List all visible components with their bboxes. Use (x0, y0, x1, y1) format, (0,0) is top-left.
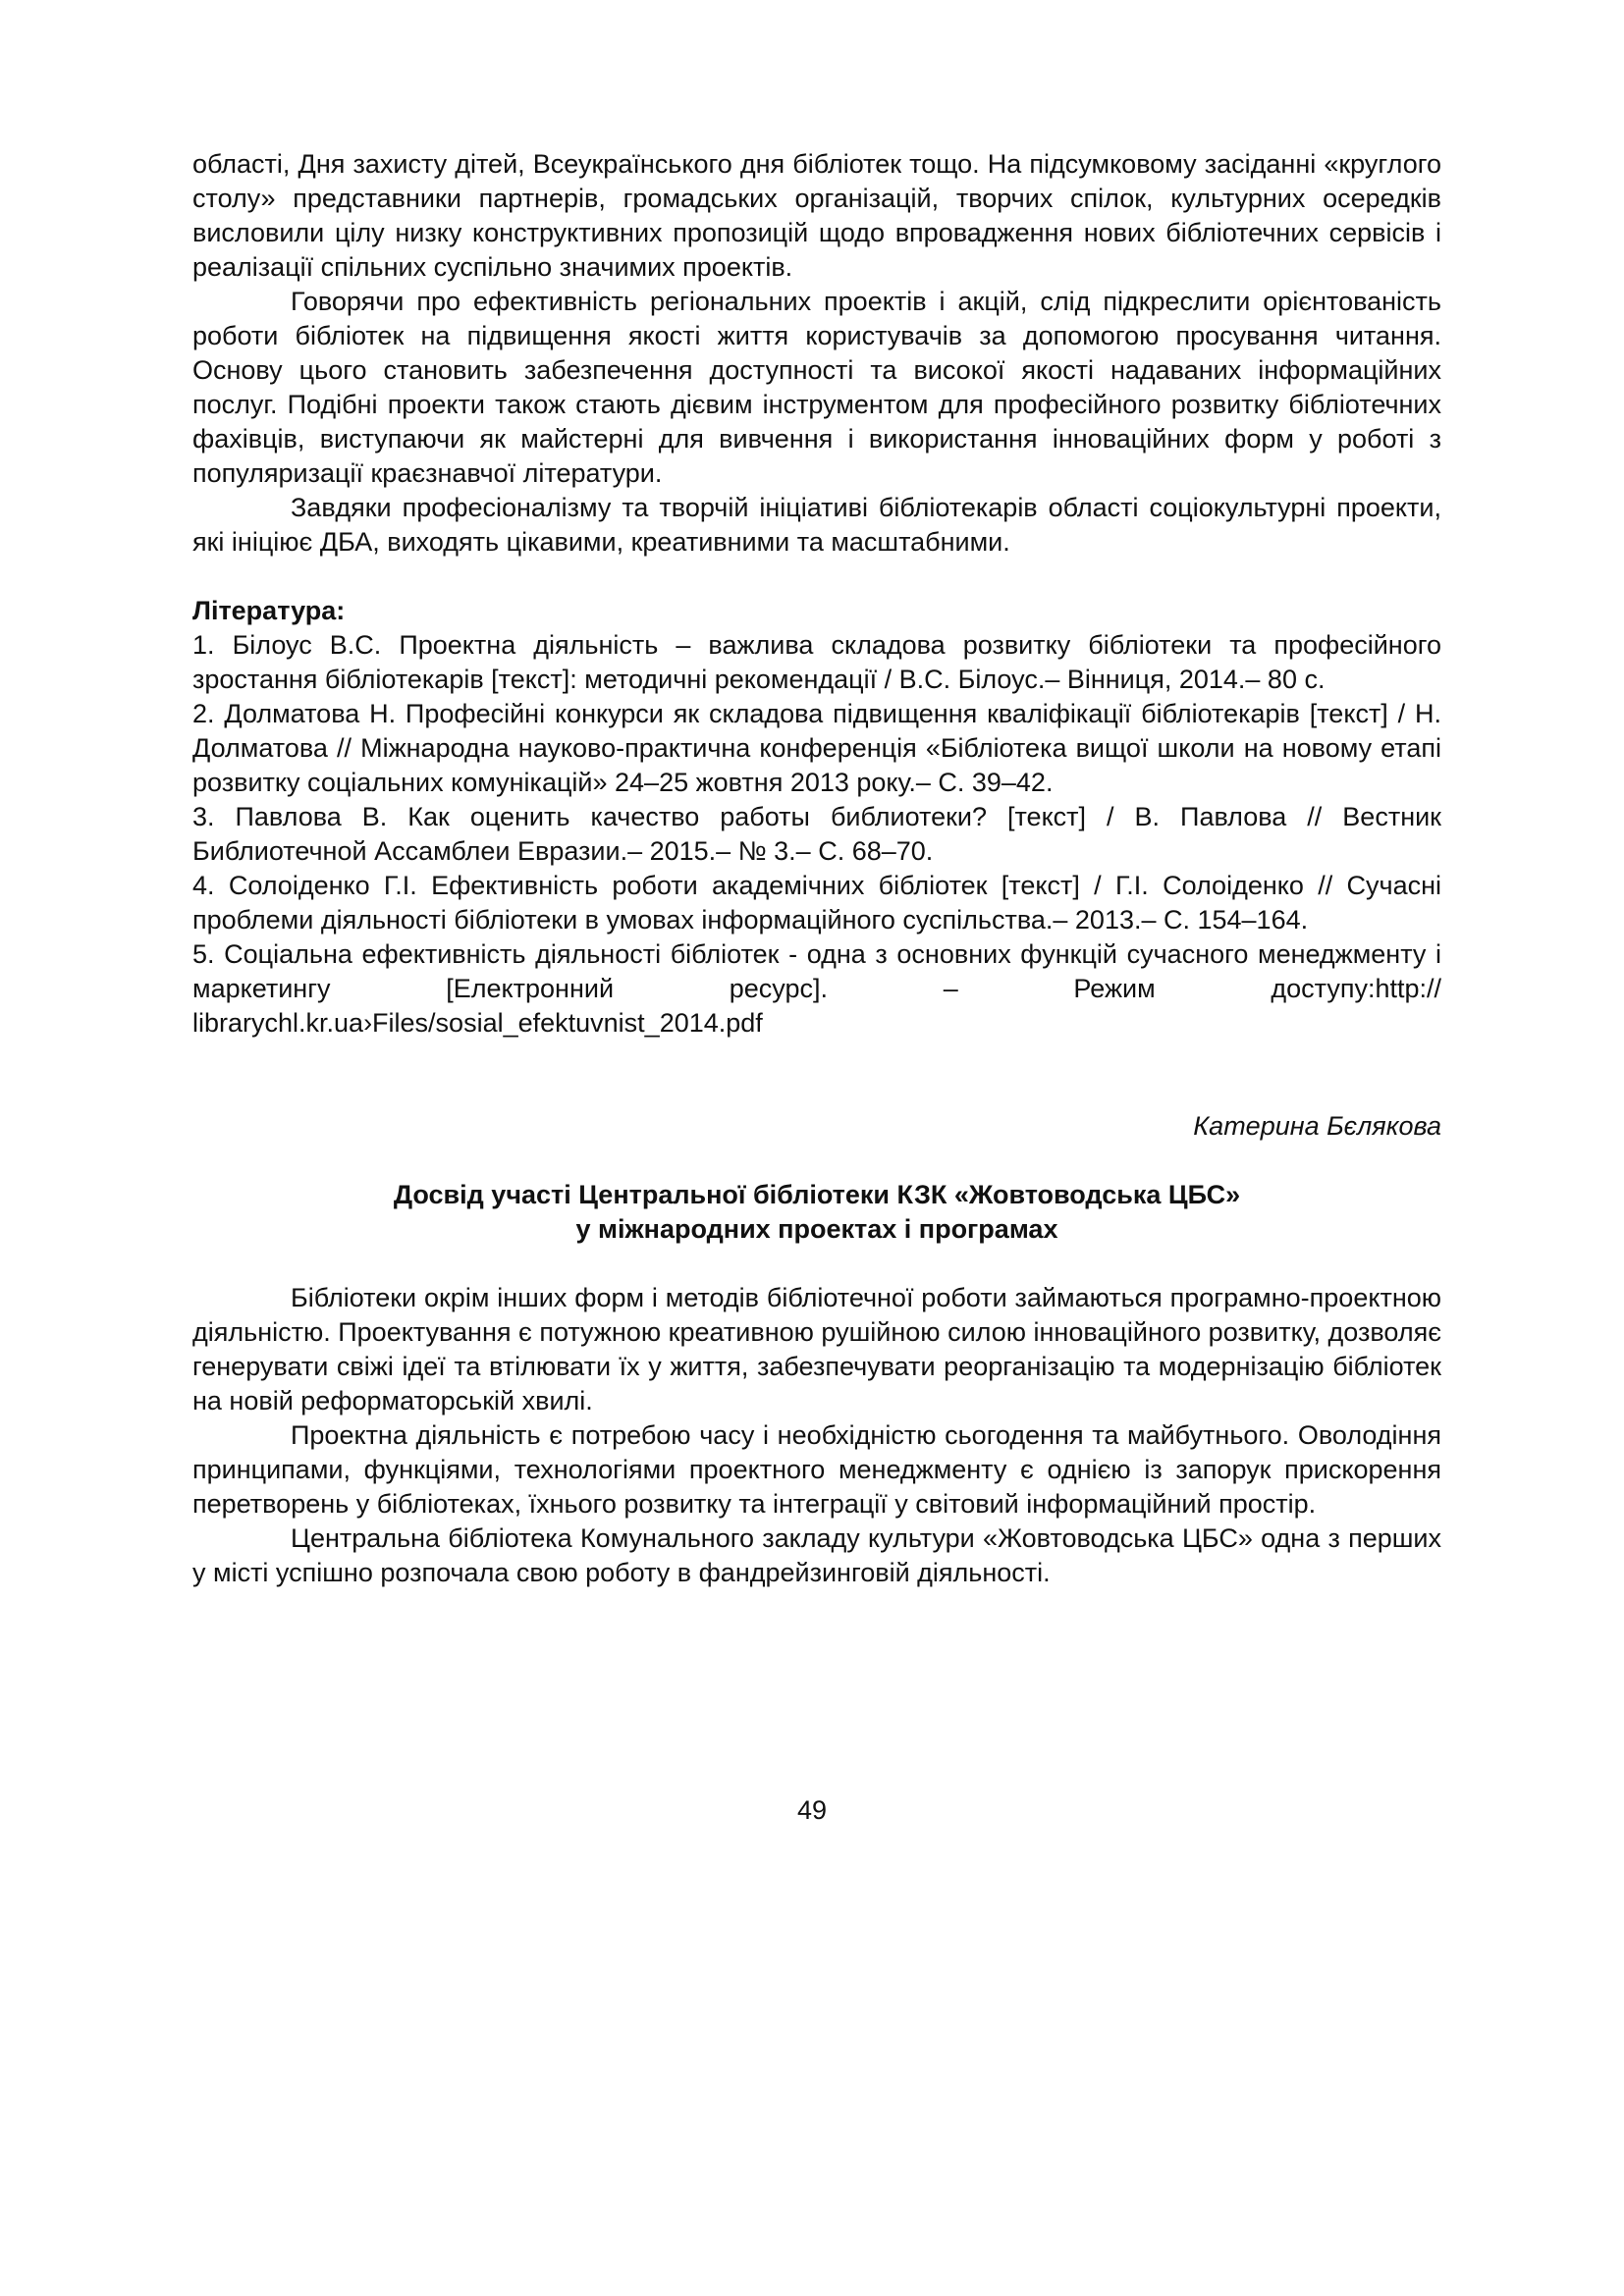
reference-item: 2. Долматова Н. Професійні конкурси як складова підвищення кваліфікації бібліотекарів [текст] / Н. Долматова // Міжнародна науково-практична конференція «Бібліотека вищої школи на новому етапі розвитку соціальних комунікацій» 24–25 жовтня 2013 року.– С. 39–42. (192, 699, 1441, 797)
page-content (192, 147, 1441, 1590)
article-title (192, 1178, 1441, 1247)
reference-item: 5. Соціальна ефективність діяльності бібліотек - одна з основних функцій сучасного менеджменту і маркетингу [Електронний ресурс]. – Режим доступу:http:// librarychl.kr.ua›Files/sosial_efektuvnist_2014.pdf (192, 939, 1441, 1038)
body-paragraph: Центральна бібліотека Комунального закладу культури «Жовтоводська ЦБС» одна з перших у місті успішно розпочала свою роботу в фандрейзинговій діяльності. (192, 1523, 1441, 1587)
body-paragraph: Завдяки професіоналізму та творчій ініціативі бібліотекарів області соціокультурні проекти, які ініціює ДБА, виходять цікавими, креативними та масштабними. (192, 493, 1441, 557)
article-author: Катерина Бєлякова (1193, 1111, 1441, 1141)
reference-item: 3. Павлова В. Как оценить качество работы библиотеки? [текст] / В. Павлова // Вестник Библиотечной Ассамблеи Евразии.– 2015.– № 3.– С. 68–70. (192, 802, 1441, 866)
page-number: 49 (796, 1795, 828, 1825)
reference-item: 4. Солоіденко Г.І. Ефективність роботи академічних бібліотек [текст] / Г.І. Солоіденко // Сучасні проблеми діяльності бібліотеки в умовах інформаційного суспільства.– 2013.– С. 154–164. (192, 871, 1441, 934)
reference-item: 1. Білоус В.С. Проектна діяльність – важлива складова розвитку бібліотеки та професійного зростання бібліотекарів [текст]: методичні рекомендації / В.С. Білоус.– Вінниця, 2014.– 80 с. (192, 630, 1441, 694)
body-paragraph: Говорячи про ефективність регіональних проектів і акцій, слід підкреслити орієнтованість роботи бібліотек на підвищення якості життя користувачів за допомогою просування читання. Основу цього становить забезпечення доступності та високої якості надаваних інформаційних послуг. Подібні проекти також стають дієвим інструментом для професійного розвитку бібліотечних фахівців, виступаючи як майстерні для вивчення і використання інноваційних форм у роботі з популяризації краєзнавчої літератури. (192, 287, 1441, 488)
body-paragraph: Бібліотеки окрім інших форм і методів бібліотечної роботи займаються програмно-проектною діяльністю. Проектування є потужною креативною рушійною силою інноваційного розвитку, дозволяє генерувати свіжі ідеї та втілювати їх у життя, забезпечувати реорганізацію та модернізацію бібліотек на новій реформаторській хвилі. (192, 1283, 1441, 1415)
literature-heading: Література: (192, 596, 346, 625)
article-title-line: Досвід участі Центральної бібліотеки КЗК «Жовтоводська ЦБС» (393, 1180, 1241, 1209)
body-paragraph: області, Дня захисту дітей, Всеукраїнського дня бібліотек тощо. На підсумковому засіданні «круглого столу» представники партнерів, громадських організацій, творчих спілок, культурних осередків висловили цілу низку конструктивних пропозицій щодо впровадження нових бібліотечних сервісів і реалізації спільних суспільно значимих проектів. (192, 149, 1441, 282)
body-paragraph: Проектна діяльність є потребою часу і необхідністю сьогодення та майбутнього. Оволодіння принципами, функціями, технологіями проектного менеджменту є однією із запорук прискорення перетворень у бібліотеках, їхнього розвитку та інтеграції у світовий інформаційний простір. (192, 1420, 1441, 1519)
article-title-line: у міжнародних проектах і програмах (575, 1214, 1058, 1244)
